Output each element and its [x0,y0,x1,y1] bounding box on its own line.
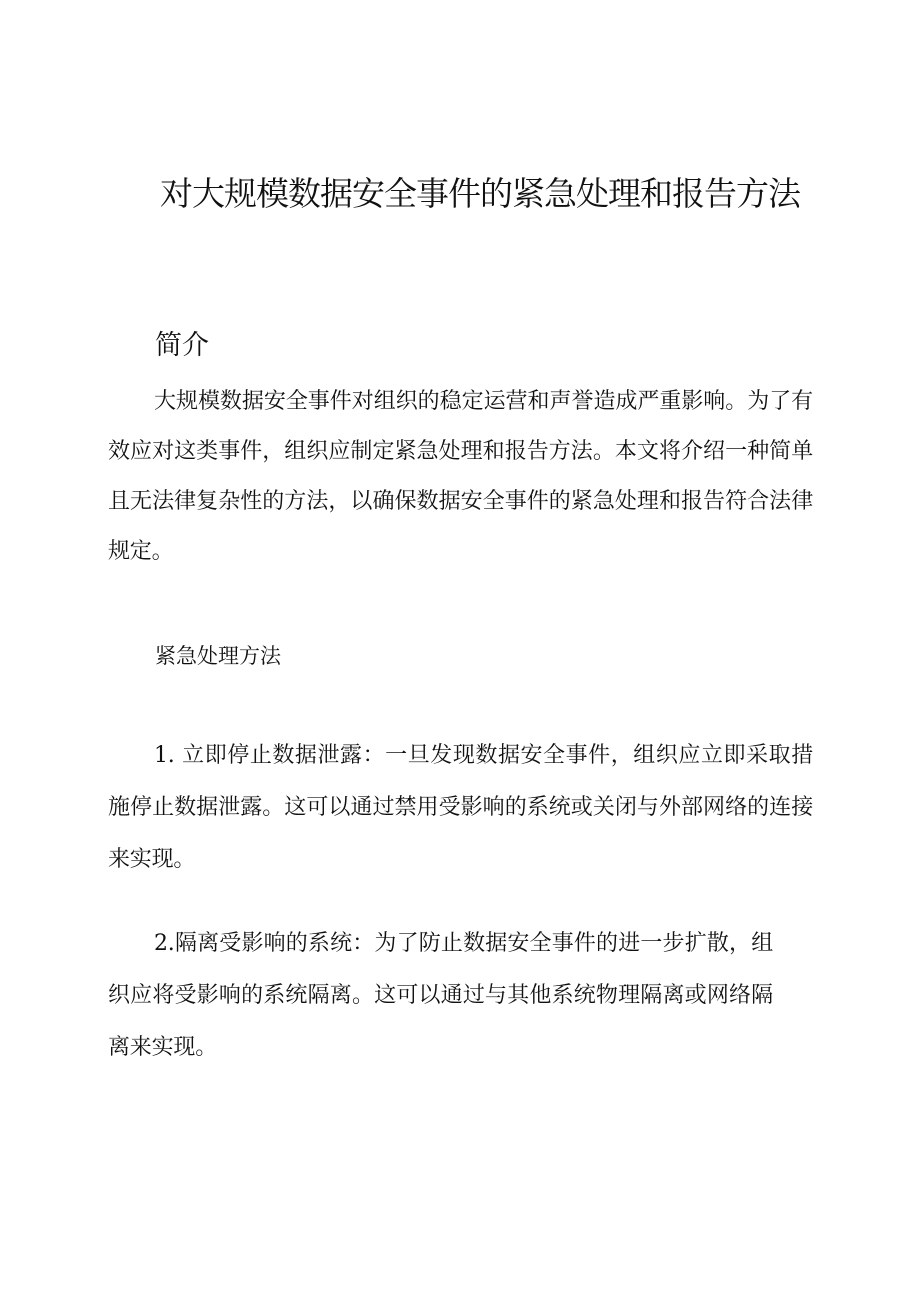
intro-paragraph: 大规模数据安全事件对组织的稳定运营和声誉造成严重影响。为了有效应对这类事件，组织应制定紧急处理和报告方法。本文将介绍一种简单且无法律复杂性的方法，以确保数据安全事件的紧急处理和报告符合法律规定。 [108,389,813,564]
list-item: 2.隔离受影响的系统：为了防止数据安全事件的进一步扩散，组织应将受影响的系统隔离。这可以通过与其他系统物理隔离或网络隔离来实现。 [108,931,773,1060]
document-title: 对大规模数据安全事件的紧急处理和报告方法 [160,174,800,213]
emergency-heading: 紧急处理方法 [155,644,281,668]
intro-heading: 简介 [155,330,209,361]
list-item: 1. 立即停止数据泄露：一旦发现数据安全事件，组织应立即采取措施停止数据泄露。这可以通过禁用受影响的系统或关闭与外部网络的连接来实现。 [108,743,813,872]
